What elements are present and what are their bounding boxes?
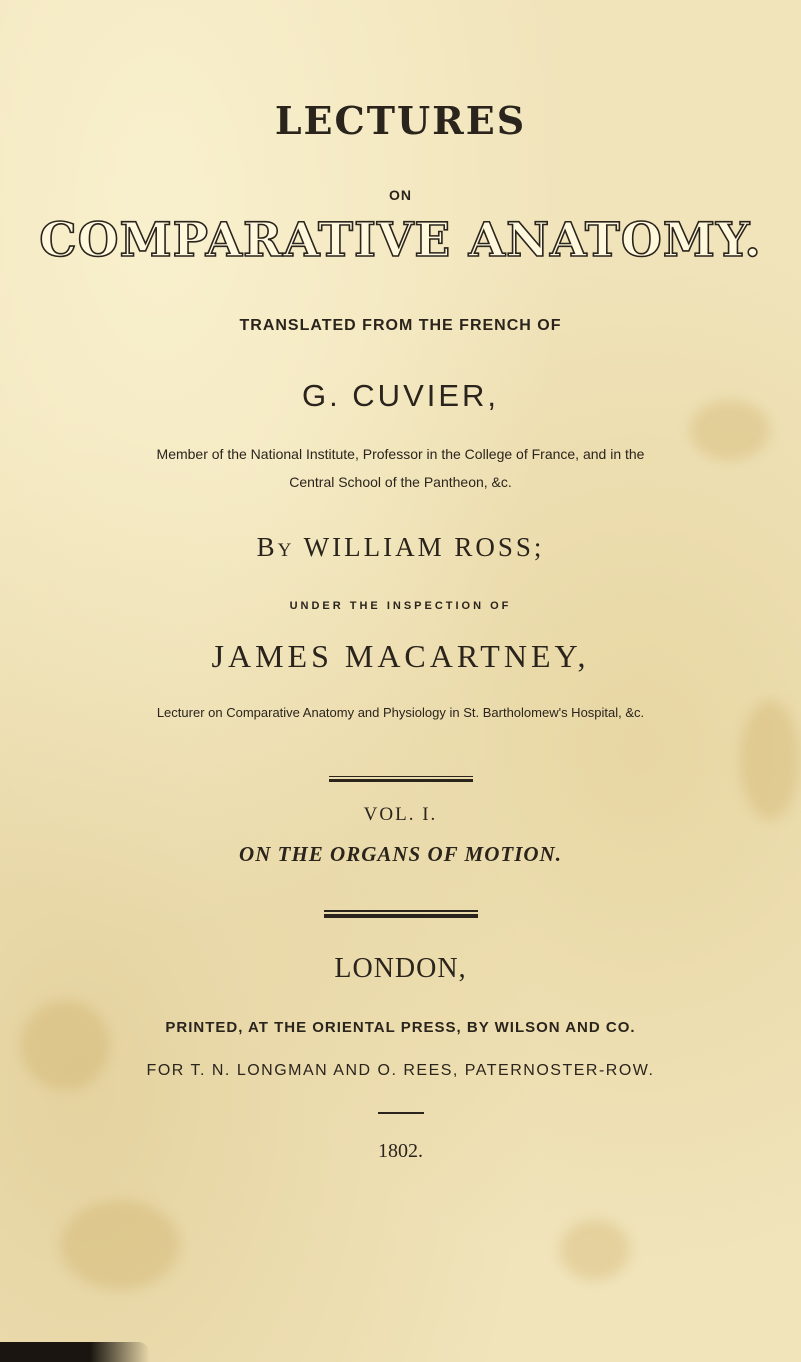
title-connector: ON	[389, 187, 412, 203]
translator-name: WILLIAM ROSS;	[303, 532, 545, 562]
editor-description: Lecturer on Comparative Anatomy and Physiology in St. Bartholomew's Hospital, &c.	[156, 705, 645, 720]
volume-label: VOL. I.	[363, 804, 438, 825]
paper-stain	[560, 1220, 630, 1280]
main-title-line-1: LECTURES	[274, 98, 527, 143]
main-title-line-2: COMPARATIVE ANATOMY.	[39, 213, 762, 268]
short-rule	[378, 1112, 424, 1114]
editor-name: JAMES MACARTNEY,	[211, 638, 590, 674]
publication-place: LONDON,	[334, 953, 467, 984]
double-rule	[324, 910, 478, 918]
inspection-line: UNDER THE INSPECTION OF	[289, 600, 512, 612]
paper-stain	[60, 1200, 180, 1290]
publication-year: 1802.	[378, 1140, 423, 1162]
author-description-line-1: Member of the National Institute, Professor in the College of France, and in the	[156, 446, 645, 462]
page-edge-shadow	[0, 1342, 150, 1362]
translator-line	[0, 532, 801, 563]
author-name: G. CUVIER,	[301, 378, 500, 413]
part-title: ON THE ORGANS OF MOTION.	[239, 842, 562, 866]
translator-prefix: By	[256, 532, 295, 562]
translated-from-line: TRANSLATED FROM THE FRENCH OF	[239, 317, 562, 334]
author-description-line-2: Central School of the Pantheon, &c.	[289, 474, 512, 490]
printer-line: PRINTED, AT THE ORIENTAL PRESS, BY WILSON AND CO.	[165, 1019, 636, 1036]
ornamental-rule	[329, 776, 473, 782]
publisher-line: FOR T. N. LONGMAN AND O. REES, PATERNOSTER-ROW.	[146, 1062, 655, 1079]
